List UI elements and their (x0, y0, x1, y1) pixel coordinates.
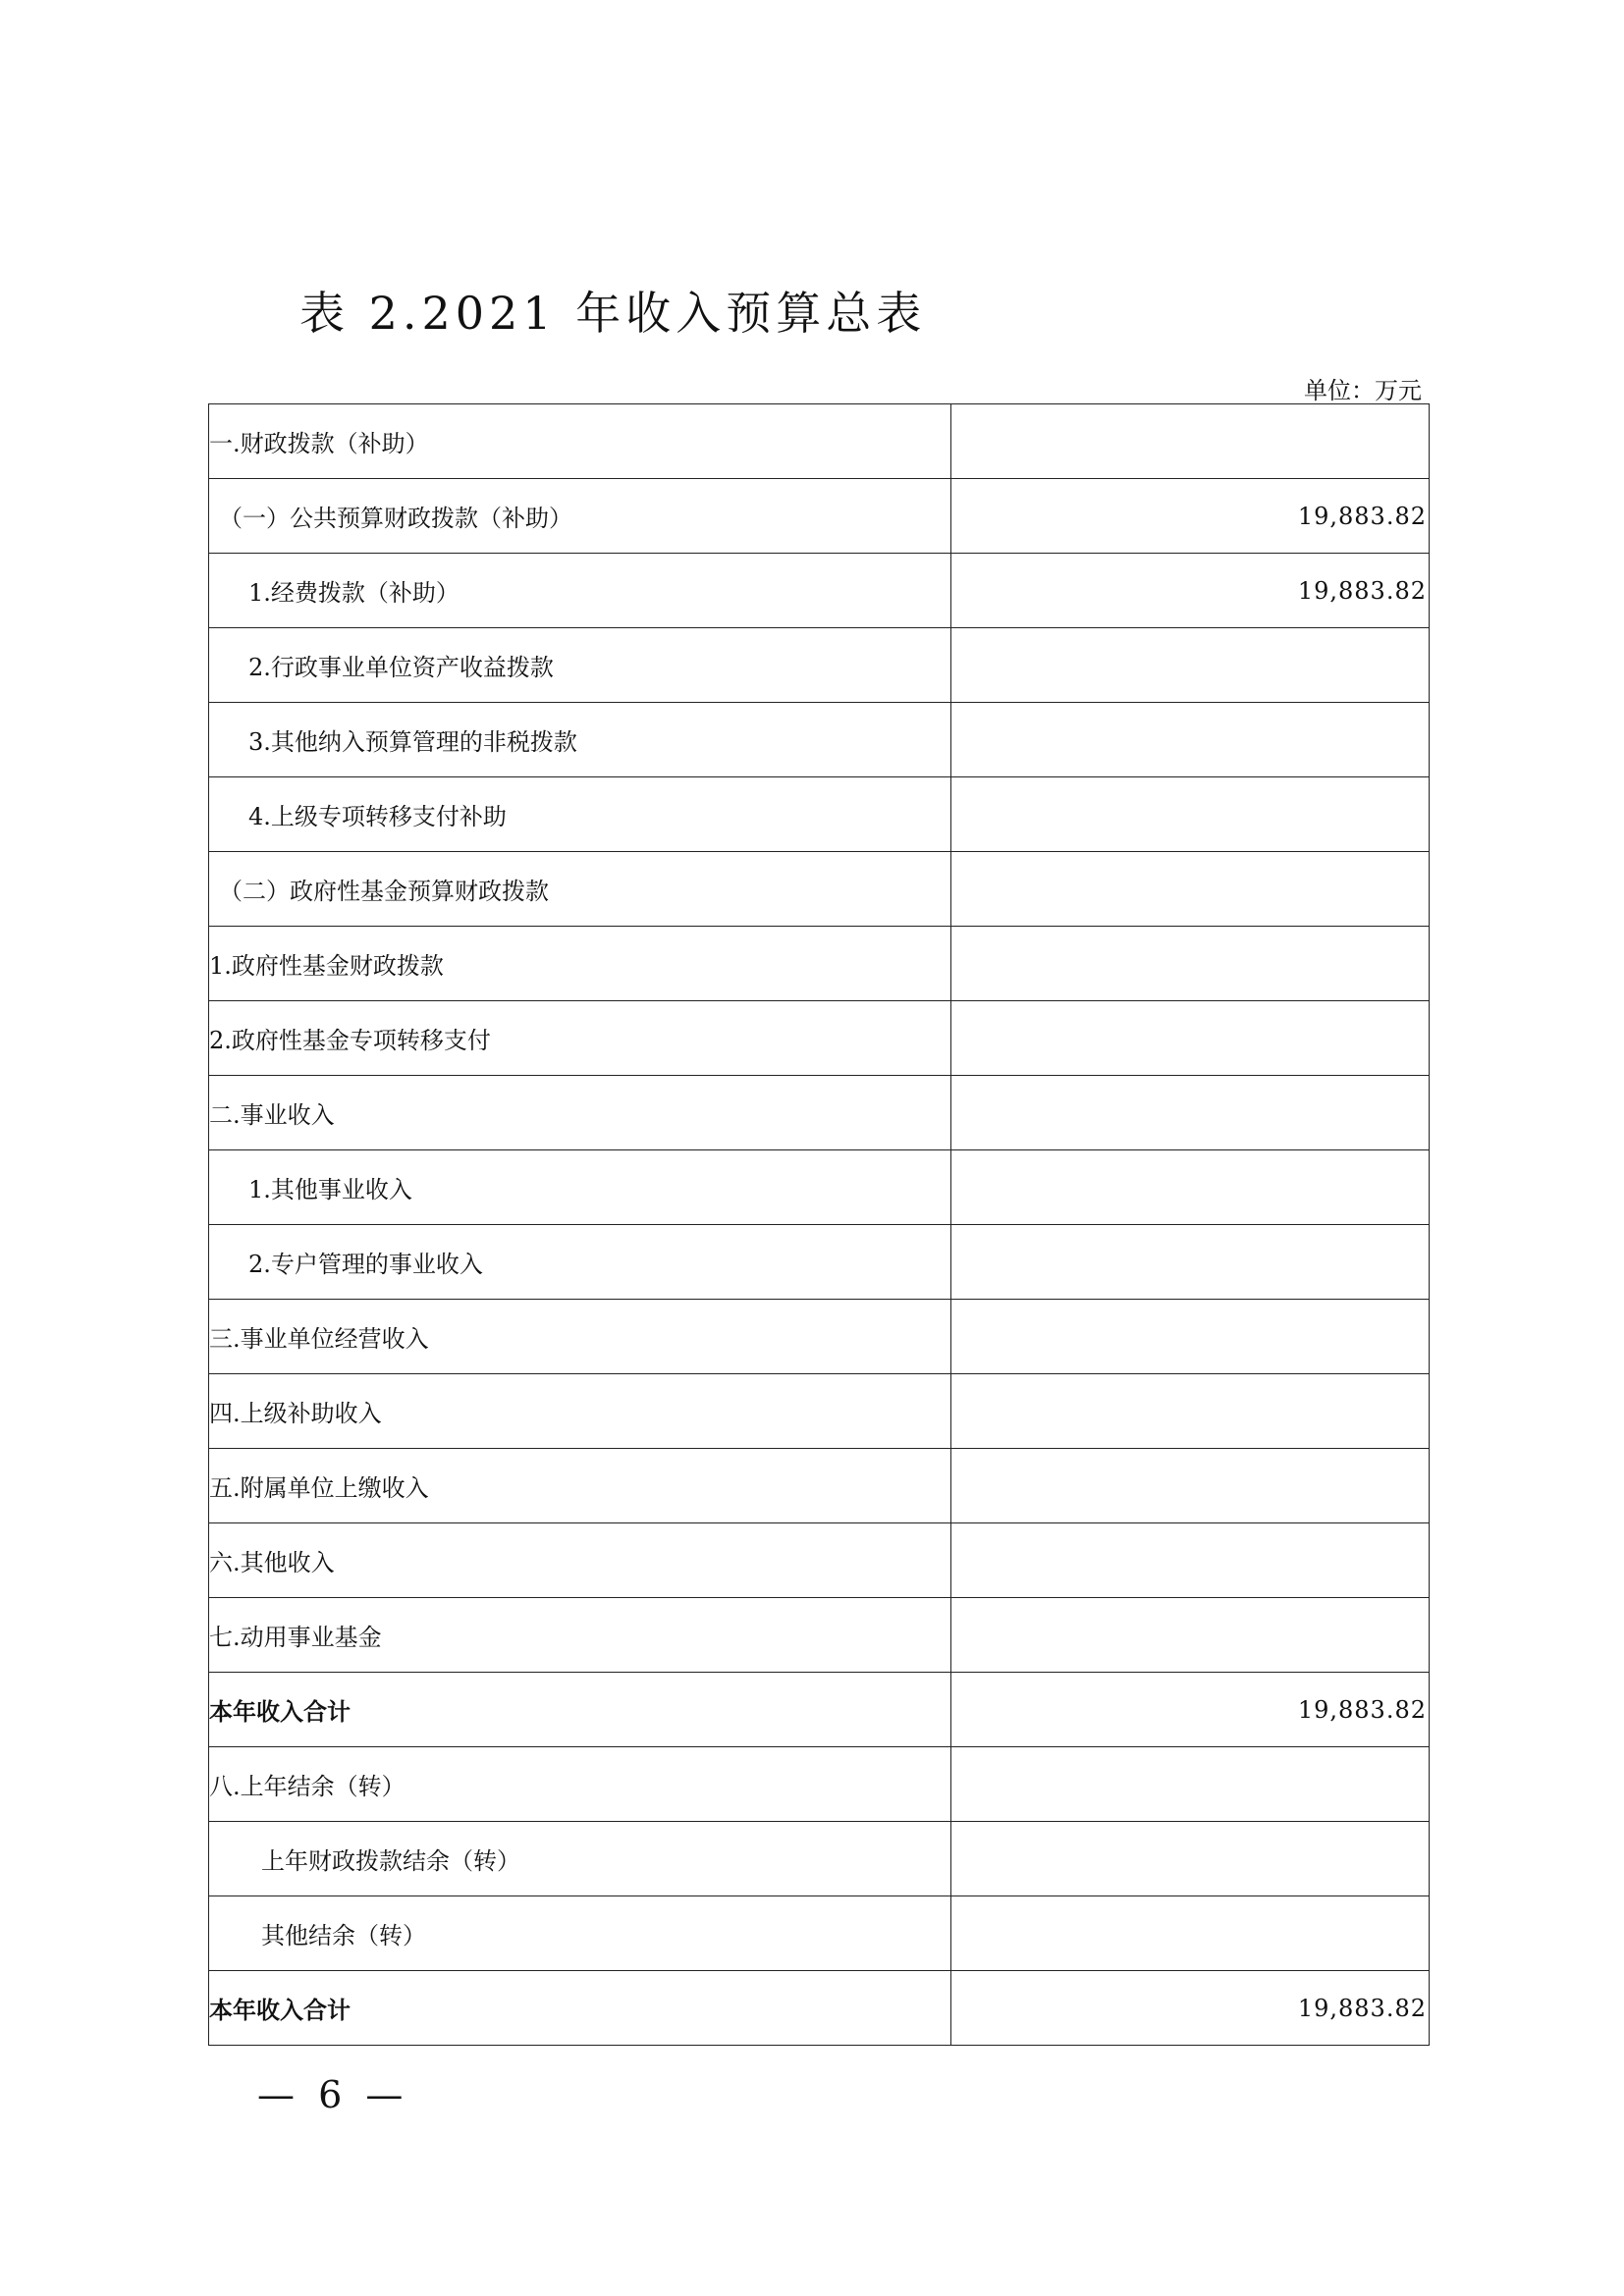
row-amount (951, 703, 1430, 777)
table-row (209, 703, 1430, 777)
table-row (209, 1076, 1430, 1150)
row-label: 4.上级专项转移支付补助 (209, 777, 951, 852)
row-amount (951, 1598, 1430, 1673)
row-amount (951, 404, 1430, 479)
row-label: 上年财政拨款结余（转） (209, 1822, 951, 1896)
table-row (209, 479, 1430, 554)
row-label: 七.动用事业基金 (209, 1598, 951, 1673)
table-row (209, 1225, 1430, 1300)
table-row (209, 1001, 1430, 1076)
row-label: 2.行政事业单位资产收益拨款 (209, 628, 951, 703)
table-row (209, 1374, 1430, 1449)
row-label: 2.政府性基金专项转移支付 (209, 1001, 951, 1076)
table-row (209, 927, 1430, 1001)
row-label: 其他结余（转） (209, 1896, 951, 1971)
page-number: — 6 — (257, 2073, 409, 2116)
row-amount (951, 1449, 1430, 1523)
row-amount: 19,883.82 (951, 554, 1430, 628)
document-title: 表 2.2021 年收入预算总表 (299, 287, 927, 340)
row-amount (951, 1822, 1430, 1896)
row-amount (951, 1150, 1430, 1225)
row-amount (951, 1374, 1430, 1449)
unit-label: 单位：万元 (1304, 377, 1422, 404)
table-row (209, 1449, 1430, 1523)
row-amount (951, 927, 1430, 1001)
row-label: （一）公共预算财政拨款（补助） (209, 479, 951, 554)
row-label: 四.上级补助收入 (209, 1374, 951, 1449)
row-label: 五.附属单位上缴收入 (209, 1449, 951, 1523)
table-row (209, 1896, 1430, 1971)
row-amount (951, 1076, 1430, 1150)
income-budget-table (208, 403, 1430, 2046)
table-row (209, 628, 1430, 703)
table-row (209, 1822, 1430, 1896)
table-row (209, 852, 1430, 927)
row-label: （二）政府性基金预算财政拨款 (209, 852, 951, 927)
row-label: 3.其他纳入预算管理的非税拨款 (209, 703, 951, 777)
row-amount (951, 852, 1430, 927)
table-row (209, 554, 1430, 628)
total-amount: 19,883.82 (951, 1673, 1430, 1747)
row-amount (951, 777, 1430, 852)
table-row (209, 1523, 1430, 1598)
total-label: 本年收入合计 (209, 1673, 951, 1747)
row-amount (951, 1225, 1430, 1300)
row-amount (951, 1001, 1430, 1076)
table-row (209, 1747, 1430, 1822)
row-label: 一.财政拨款（补助） (209, 404, 951, 479)
table-row (209, 777, 1430, 852)
row-amount (951, 1896, 1430, 1971)
row-amount (951, 1523, 1430, 1598)
table-row (209, 404, 1430, 479)
table-row (209, 1150, 1430, 1225)
total-row (209, 1971, 1430, 2046)
row-amount: 19,883.82 (951, 479, 1430, 554)
row-label: 六.其他收入 (209, 1523, 951, 1598)
row-amount (951, 628, 1430, 703)
row-label: 八.上年结余（转） (209, 1747, 951, 1822)
total-amount: 19,883.82 (951, 1971, 1430, 2046)
row-label: 1.经费拨款（补助） (209, 554, 951, 628)
row-label: 1.其他事业收入 (209, 1150, 951, 1225)
row-amount (951, 1300, 1430, 1374)
table-row (209, 1598, 1430, 1673)
total-label: 本年收入合计 (209, 1971, 951, 2046)
total-row (209, 1673, 1430, 1747)
row-label: 1.政府性基金财政拨款 (209, 927, 951, 1001)
row-label: 二.事业收入 (209, 1076, 951, 1150)
row-label: 三.事业单位经营收入 (209, 1300, 951, 1374)
row-label: 2.专户管理的事业收入 (209, 1225, 951, 1300)
row-amount (951, 1747, 1430, 1822)
table-row (209, 1300, 1430, 1374)
